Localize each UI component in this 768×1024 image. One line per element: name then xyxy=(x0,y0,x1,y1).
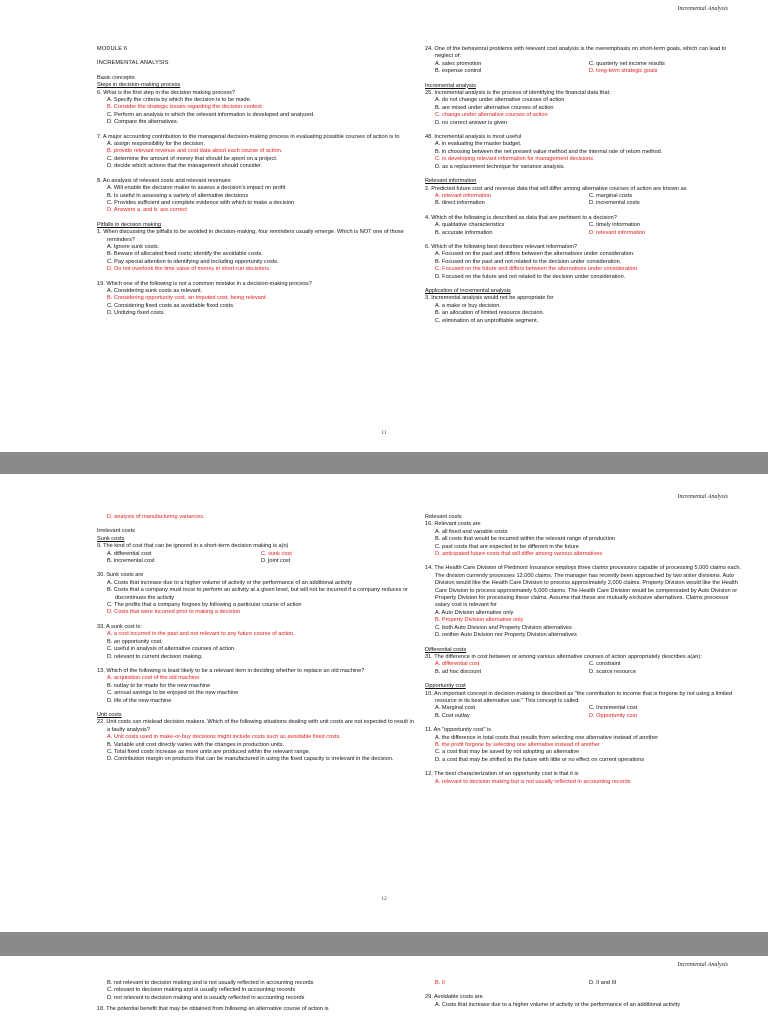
page-number: 11 xyxy=(381,430,387,436)
answer-option: C. past costs that are expected to be different in the future xyxy=(435,543,579,550)
spacer xyxy=(97,705,415,712)
answer-option: C. Total fixed costs increase as more units are produced within the relevant range. xyxy=(107,748,311,755)
answer-option: C. change under alternative courses of action xyxy=(435,112,548,119)
answer-option: C. Pay special attention to identifying and including opportunity costs. xyxy=(107,258,279,265)
right-column xyxy=(425,980,743,1009)
answer-option: C. relevant to decision making and is usually reflected in accounting records xyxy=(107,987,296,994)
question: 25. Incremental analysis is the process of identifying the financial data that: xyxy=(425,90,611,97)
answer-option: C. both Auto Division and Property Division alternatives xyxy=(435,624,572,631)
option-row xyxy=(425,193,743,200)
answer-option: B. an allocation of limited resource decision. xyxy=(435,310,545,317)
answer-option: B. Property Division alternative only xyxy=(435,617,524,624)
answer-option: A. relevant information xyxy=(435,192,491,199)
answer-option: D. incremental costs xyxy=(589,200,640,207)
page-13 xyxy=(0,956,768,1024)
answer-option: D. anticipated future costs that will differ among various alternatives xyxy=(435,551,603,558)
question: 18. The potential benefit that may be obtained from following an alternative course of action is xyxy=(97,1006,329,1013)
question: 7. A major accounting contribution to the managerial decision-making process in evaluating possible courses of action is to xyxy=(97,133,400,140)
section-heading: Irrelevant costs xyxy=(97,528,135,535)
spacer xyxy=(425,281,743,288)
option-row xyxy=(425,980,743,987)
answer-option: B. all costs that would be incurred within the relevant range of production xyxy=(435,536,616,543)
answer-option: D. relevant information xyxy=(589,229,646,236)
question: 29. Avoidable costs are xyxy=(425,994,483,1001)
spacer xyxy=(425,237,743,244)
answer-option: B. direct information xyxy=(435,200,485,207)
answer-option: D. no correct answer is given xyxy=(435,119,508,126)
option-row xyxy=(97,551,415,558)
spacer xyxy=(425,558,743,565)
running-header: Incremental Analysis xyxy=(677,962,728,968)
page-11 xyxy=(0,0,768,452)
question: 16. Relevant costs are xyxy=(425,521,481,528)
answer-option: C. timely information xyxy=(589,222,640,229)
answer-option: D. neither Auto Division nor Property Division alternatives xyxy=(435,632,577,639)
answer-option: B. provide relevant revenue and cost data about each course of action. xyxy=(107,148,283,155)
question: 6. What is the first step in the decision making process? xyxy=(97,89,236,96)
answer-option: D. decide which actions that the management should consider. xyxy=(107,163,263,170)
running-header: Incremental Analysis xyxy=(677,494,728,500)
answer-option: C. Focused on the future and differs between the alternatives under consideration. xyxy=(435,266,639,273)
running-header: Incremental Analysis xyxy=(677,6,728,12)
page-number: 12 xyxy=(381,896,387,902)
spacer xyxy=(425,171,743,178)
subsection-heading: Sunk costs xyxy=(97,535,125,542)
question: 12. The best characterization of an opportunity cost is that it is xyxy=(425,771,579,778)
answer-option: C. useful in analysis of alternative courses of action. xyxy=(107,646,236,653)
answer-option: B. Is useful in assessing a variety of alternative decisions xyxy=(107,192,249,199)
answer-option: A. Ignore sunk costs. xyxy=(107,243,160,250)
answer-option: C. annual savings to be enjoyed on the new machine xyxy=(107,690,239,697)
spacer xyxy=(97,68,415,75)
answer-option: A. Costs that increase due to a higher volume of activity or the performance of an additional activity xyxy=(107,579,353,586)
answer-option: B. outlay to be made for the new machine xyxy=(107,682,211,689)
spacer xyxy=(425,640,743,647)
answer-option: C. constraint xyxy=(589,661,621,668)
spacer xyxy=(425,764,743,771)
answer-option: B. Consider the strategic issues regarding the decision context. xyxy=(107,104,264,111)
subsection-heading: Opportunity cost xyxy=(425,683,466,690)
answer-option: D. Compare the alternatives. xyxy=(107,119,179,126)
answer-option: A. differential cost xyxy=(107,550,152,557)
subsection-heading: Relevant information xyxy=(425,178,477,185)
option-row xyxy=(425,230,743,237)
answer-option: C. Considering fixed costs as avoidable fixed costs. xyxy=(107,302,235,309)
answer-option: B. incremental cost xyxy=(107,558,155,565)
option-row xyxy=(425,669,743,676)
answer-option: C. Perform an analysis in which the relevant information is developed and analyzed. xyxy=(107,111,315,118)
answer-option: B. in choosing between the net present value method and the internal rate of return method. xyxy=(435,148,663,155)
module-heading: INCREMENTAL ANALYSIS xyxy=(97,60,169,67)
answer-option: D. scarce resource xyxy=(589,668,636,675)
question: 8. An analysis of relevant costs and relevant revenues xyxy=(97,177,231,184)
spacer xyxy=(97,617,415,624)
answer-option: B. Costs that a company must incur to perform an activity at a given level, but will not be incurred if a company reduces or discontinues the activity xyxy=(107,587,408,601)
answer-option: C. determine the amount of money that should be spent on a project. xyxy=(107,155,278,162)
answer-option: A. Auto Division alternative only xyxy=(435,609,514,616)
question: 24. One of the behavioral problems with relevant cost analysis is the overemphasis on short-term goals, which can lead to neglect of: xyxy=(425,46,727,60)
answer-option: A. Considering sunk costs as relevant. xyxy=(107,287,203,294)
spacer xyxy=(425,208,743,215)
answer-option: B. an opportunity cost. xyxy=(107,638,163,645)
option-row xyxy=(425,61,743,68)
option-row xyxy=(97,558,415,565)
spacer xyxy=(97,215,415,222)
option-row xyxy=(425,68,743,75)
answer-option: C. Incremental cost xyxy=(589,705,638,712)
spacer xyxy=(425,720,743,727)
answer-option: A. qualitative characteristics xyxy=(435,222,505,229)
answer-option: A. Focused on the past and differs between the alternatives under consideration. xyxy=(435,251,635,258)
answer-option: C. a cost that may be saved by not adopting an alternative xyxy=(435,749,580,756)
question: 9. The kind of cost that can be ignored in a short-term decision making is a(n) xyxy=(97,543,289,550)
answer-option: A. Will enable the decision maker to assess a decision's impact on profit xyxy=(107,185,286,192)
question: 31. The difference in cost between or among various alternative courses of action appropriately describes a(an): xyxy=(425,653,702,660)
right-column xyxy=(425,46,743,325)
answer-option: B. Considering opportunity cost, an imputed cost, being relevant. xyxy=(107,295,268,302)
left-column xyxy=(97,514,415,764)
answer-option: B. the profit forgone by selecting one alternative instead of another xyxy=(435,741,600,748)
answer-option: A. relevant to decision making but is not usually reflected in accounting records xyxy=(435,778,631,785)
answer-option: C. marginal costs xyxy=(589,192,633,199)
answer-option: A. assign responsibility for the decision. xyxy=(107,141,205,148)
answer-option: A. Marginal cost xyxy=(435,705,476,712)
question: 10. An important concept in decision making is described as "the contribution to income that is forgone by not using a limited resource in its best alternative use." This concept is called xyxy=(425,690,733,704)
spacer xyxy=(97,171,415,178)
question: 30. Sunk costs are xyxy=(97,572,144,579)
spacer xyxy=(425,127,743,134)
question: 19. Which one of the following is not a common mistake in a decision-making process? xyxy=(97,280,312,287)
answer-option: B. not relevant to decision making and is not usually reflected in accounting records xyxy=(107,980,314,986)
answer-option: D. not relevant to decision making and is usually reflected in accounting records xyxy=(107,994,305,1001)
module-heading: MODULE 6 xyxy=(97,46,128,52)
answer-option: D. as a replacement technique for variance analysis. xyxy=(435,163,565,170)
answer-option: D. II and III xyxy=(589,980,617,986)
answer-option: D. relevant to current decision making. xyxy=(107,653,203,660)
answer-option: A. a cost incurred in the past and not relevant to any future course of action. xyxy=(107,631,295,638)
subsection-heading: Pitfalls in decision making xyxy=(97,221,162,228)
answer-option: D. Costs that were incurred prior to making a decision xyxy=(107,609,241,616)
subsection-heading: Unit costs xyxy=(97,711,122,718)
answer-option: B. expense control xyxy=(435,68,482,75)
answer-option: B. are mixed under alternative courses of action xyxy=(435,104,554,111)
spacer xyxy=(97,521,415,528)
answer-option: D. Focused on the future and not related to the decision under consideration. xyxy=(435,273,626,280)
answer-option: C. in developing relevant information for management decisions. xyxy=(435,156,595,163)
answer-option: A. Costs that increase due to a higher volume of activity or the performance of an additional activity xyxy=(435,1001,681,1008)
answer-option: D. long-term strategic goals xyxy=(589,68,658,75)
answer-option: D. analysis of manufacturing variances. xyxy=(107,514,205,520)
question: 13. Which of the following is least likely to be a relevant item in deciding whether to replace an old machine? xyxy=(97,667,365,674)
spacer xyxy=(97,53,415,60)
answer-option: A. Specify the criteria by which the decision is to be made. xyxy=(107,97,252,104)
spacer xyxy=(97,127,415,134)
answer-option: A. a make or buy decision. xyxy=(435,302,501,309)
question: 11. An "opportunity cost" is xyxy=(425,727,492,734)
answer-option: D. Do not overlook the time value of money in short-run decisions. xyxy=(107,266,271,273)
option-row xyxy=(425,661,743,668)
spacer xyxy=(97,565,415,572)
answer-option: A. do not change under alternative courses of action xyxy=(435,97,565,104)
left-column xyxy=(97,46,415,318)
answer-option: D. life of the new machine xyxy=(107,697,172,704)
right-column xyxy=(425,514,743,786)
answer-option: B. accurate information xyxy=(435,229,493,236)
question: 48. Incremental analysis is most useful xyxy=(425,134,522,141)
answer-option: B. Focused on the past and not related to the decision under consideration. xyxy=(435,258,622,265)
answer-option: C. Provides sufficient and complete evidence with which to make a decision xyxy=(107,199,295,206)
section-heading: Basic concepts xyxy=(97,74,135,81)
section-heading: Relevant costs xyxy=(425,514,462,520)
answer-option: D. a cost that may be shifted to the future with little or no effect on current operations xyxy=(435,756,645,763)
option-row xyxy=(425,222,743,229)
spacer xyxy=(97,274,415,281)
answer-option: C. elimination of an unprofitable segment. xyxy=(435,317,539,324)
answer-option: C. The profits that a company forgoes by following a particular course of action xyxy=(107,602,302,609)
question: 4. Which of the following is described as data that are pertinent to a decision? xyxy=(425,214,617,221)
answer-option: A. all fixed and variable costs xyxy=(435,528,508,535)
answer-option: D. Answers a. and b. are correct xyxy=(107,207,187,214)
answer-option: B. Beware of allocated fixed costs; identify the avoidable costs. xyxy=(107,251,263,258)
answer-option: C. sunk cost xyxy=(261,550,292,557)
subsection-heading: Differential costs xyxy=(425,646,467,653)
answer-option: B. ad hoc discount xyxy=(435,668,482,675)
page-12 xyxy=(0,474,768,932)
answer-option: B. Cost outlay xyxy=(435,712,470,719)
question: 14. The Health Care Division of Piedmont Insurance employs three claims processors capable of processing 5,000 claims each. The division currently processes 12,000 claims. The manager has recently been approached by two sister divisions. Auto Division would like the Health Care Division to process approximately 2,000 claims. Property Division would like the Health Care Division to process approximately 5,000 claims. The Health Care Division would be compensated by Auto Division or Property Division for processing these claims. Assume that these are mutually exclusive alternatives. Claims processor salary cost is relevant for xyxy=(425,565,742,609)
answer-option: A. acquisition cost of the old machine xyxy=(107,675,200,682)
option-row xyxy=(425,705,743,712)
left-column xyxy=(97,980,415,1014)
answer-option: D. Contribution margin on products that can be manufactured in using the fixed capacity is irrelevant in the decision. xyxy=(107,756,394,763)
answer-option: A. the difference in total costs that results from selecting one alternative instead of another xyxy=(435,734,659,741)
option-row xyxy=(425,200,743,207)
answer-option: D. joint cost xyxy=(261,558,291,565)
answer-option: A. differential cost xyxy=(435,661,480,668)
spacer xyxy=(425,987,743,994)
answer-option: D. Opportunity cost xyxy=(589,712,637,719)
answer-option: A. Unit costs used in make-or-buy decisions might include costs such as avoidable fixed costs. xyxy=(107,734,341,741)
spacer xyxy=(97,661,415,668)
answer-option: A. in evaluating the master budget. xyxy=(435,141,522,148)
question: 3. Incremental analysis would not be appropriate for xyxy=(425,295,554,302)
spacer xyxy=(425,76,743,83)
answer-option: B. II xyxy=(435,980,445,986)
answer-option: B. Variable unit cost directly varies with the changes in production units. xyxy=(107,741,285,748)
subsection-heading: Incremental analysis xyxy=(425,82,476,89)
subsection-heading: Steps in decision-making process xyxy=(97,82,181,89)
answer-option: C. quarterly net income results xyxy=(589,60,665,67)
option-row xyxy=(425,713,743,720)
question: 22. Unit costs can mislead decision makers. Which of the following situations dealing with unit costs are not expected to result in a faulty analysis? xyxy=(97,719,414,733)
question: 33. A sunk cost is: xyxy=(97,623,142,630)
question: 6. Which of the following best describes relevant information? xyxy=(425,243,578,250)
question: 1. When discussing the pitfalls to be avoided in decision-making, four reminders usually emerge. Which is NOT one of those reminders? xyxy=(97,229,404,243)
answer-option: A. sales promotion xyxy=(435,60,482,67)
question: 2. Predicted future cost and revenue data that will differ among alternative courses of action are known as xyxy=(425,185,687,192)
subsection-heading: Application of incremental analysis xyxy=(425,287,511,294)
spacer xyxy=(425,676,743,683)
answer-option: D. Unitizing fixed costs. xyxy=(107,310,166,317)
